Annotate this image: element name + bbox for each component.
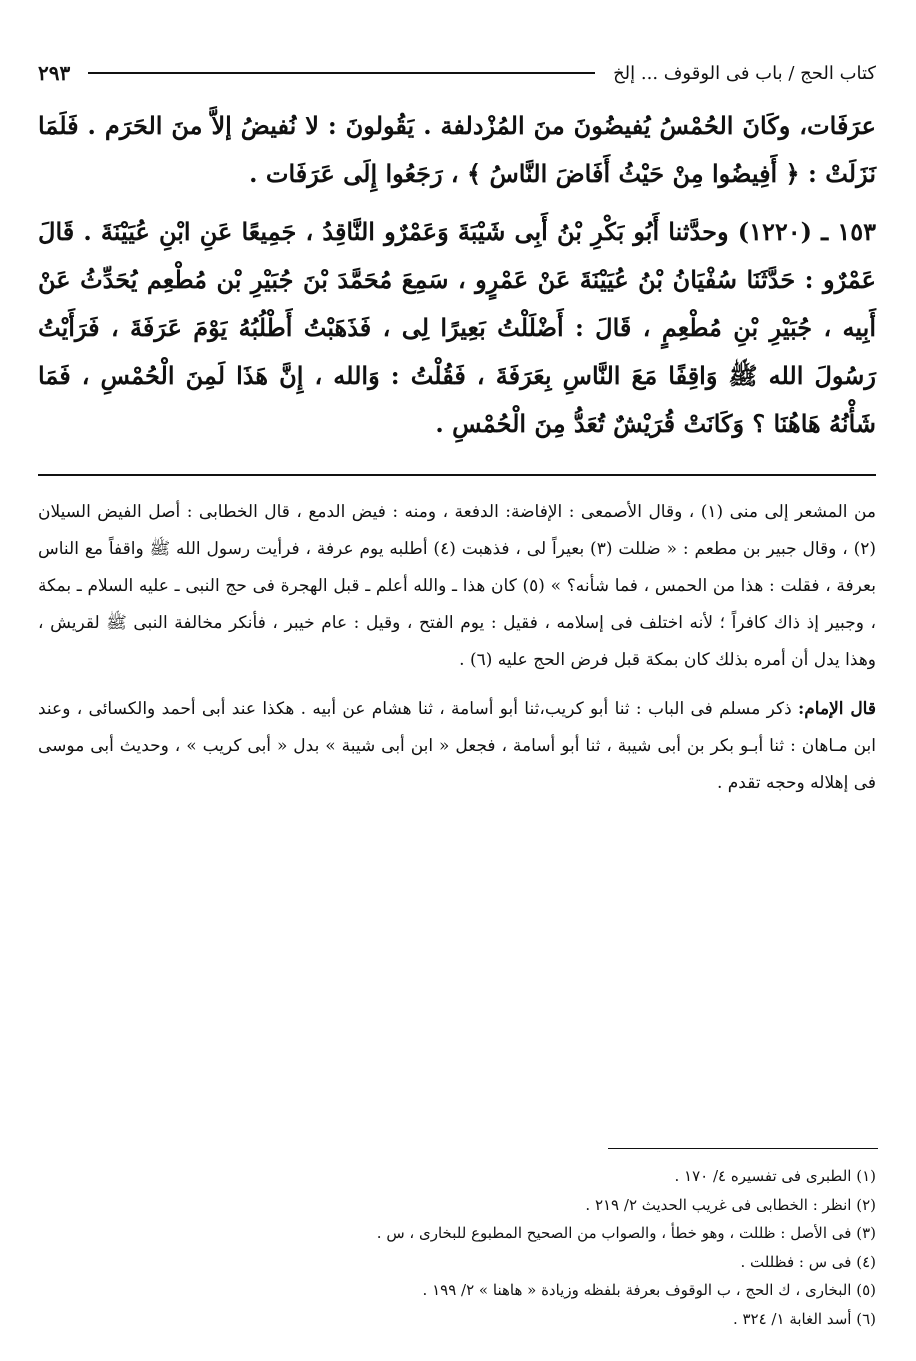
running-header bbox=[38, 58, 876, 88]
header-rule bbox=[88, 72, 595, 74]
footnote: (٦) أسد الغابة ١/ ٣٢٤ . bbox=[732, 1309, 876, 1328]
page-number: ٢٩٣ bbox=[38, 61, 71, 85]
hadith-paragraph: ١٥٣ ـ (١٢٢٠) وحدَّثنا أَبُو بَكْرِ بْنُ أَبِى شَيْبَةَ وَعَمْرٌو النَّاقِدُ ، جَمِيعًا عَنِ ابْنِ عُيَيْنَةَ . قَالَ عَمْرٌو : حَدَّثَنَا سُفْيَانُ بْنُ عُيَيْنَةَ عَنْ عَمْرٍو ، سَمِعَ مُحَمَّدَ بْنَ جُبَيْرِ بْن مُطْعِم يُحَدِّثُ عَنْ أَبِيه ، جُبَيْرِ بْنِ مُطْعِمٍ ، قَالَ : أَضْلَلْتُ بَعِيرًا لِى ، فَذَهَبْتُ أَطْلُبُهُ يَوْمَ عَرَفَةَ ، فَرَأَيْتُ رَسُولَ الله ﷺ وَاقِفًا مَعَ النَّاسِ بِعَرَفَةَ ، فَقُلْتُ : وَالله ، إِنَّ هَذَا لَمِنَ الْحُمْسِ ، فَمَا شَأْنُهُ هَاهُنَا ؟ وَكَانَتْ قُرَيْشٌ تُعَدُّ مِنَ الْحُمْسِ . bbox=[38, 217, 877, 438]
footnote: (٢) انظر : الخطابى فى غريب الحديث ٢/ ٢١٩ . bbox=[585, 1195, 876, 1214]
imam-text: ذكر مسلم فى الباب : ثنا أبو كريب،ثنا أبو أسامة ، ثنا هشام عن أبيه . هكذا عند أبى أحمد والكسائى ، وعند ابن مـاهان : ثنا أبـو بكر بن أبى شيبة ، ثنا أبو أسامة ، فجعل « ابن أبى شيبة » بدل « أبى كريب » ، وحديث أبى موسى فى إهلاله وحجه تقدم . bbox=[38, 699, 876, 793]
page-body bbox=[38, 58, 876, 802]
footnotes bbox=[40, 1162, 876, 1333]
section-divider bbox=[38, 474, 876, 476]
commentary-paragraph-imam bbox=[38, 691, 876, 802]
footnote: (٥) البخارى ، ك الحج ، ب الوقوف بعرفة بلفظه وزيادة « هاهنا » ٢/ ١٩٩ . bbox=[422, 1281, 876, 1299]
imam-lead: قال الإمام: bbox=[798, 699, 876, 719]
footnote: (١) الطبرى فى تفسيره ٤/ ١٧٠ . bbox=[674, 1167, 876, 1185]
footnote-rule bbox=[608, 1148, 878, 1149]
header-title: كتاب الحج / باب فى الوقوف ... إلخ bbox=[613, 62, 876, 84]
commentary-paragraph: من المشعر إلى منى (١) ، وقال الأصمعى : الإفاضة: الدفعة ، ومنه : فيض الدمع ، قال الخطابى : أصل الفيض السيلان (٢) ، وقال جبير بن مطعم : « ضللت (٣) بعيراً لى ، فذهبت (٤) أطلبه يوم عرفة ، فرأيت رسول الله ﷺ واقفاً مع الناس بعرفة ، فقلت : هذا من الحمس ، فما شأنه؟ » (٥) كان هذا ـ والله أعلم ـ قبل الهجرة فى حج النبى ـ عليه السلام ـ بمكة ، وجبير إذ ذاك كافراً ؛ لأنه اختلف فى إسلامه ، فقيل : يوم الفتح ، وقيل : عام خيبر ، فأنكر مخالفة النبى ﷺ لقريش ، وهذا يدل أن أمره بذلك كان بمكة قبل فرض الحج عليه (٦) . bbox=[38, 502, 877, 670]
commentary bbox=[38, 494, 876, 802]
hadith-paragraph: عرَفَات، وكَانَ الحُمْسُ يُفيضُونَ منَ المُزْدلفة . يَقُولونَ : لا نُفيضُ إلاَّ منَ الحَرَم . فَلَمَا نَزَلَتْ : ﴿ أَفِيضُوا مِنْ حَيْثُ أَفَاضَ النَّاسُ ﴾ ، رَجَعُوا إِلَى عَرَفَات . bbox=[38, 111, 876, 188]
footnote: (٣) فى الأصل : ظللت ، وهو خطأ ، والصواب من الصحيح المطبوع للبخارى ، س . bbox=[376, 1224, 876, 1242]
hadith-text bbox=[38, 102, 876, 448]
footnote: (٤) فى س : فظللت . bbox=[740, 1252, 876, 1271]
